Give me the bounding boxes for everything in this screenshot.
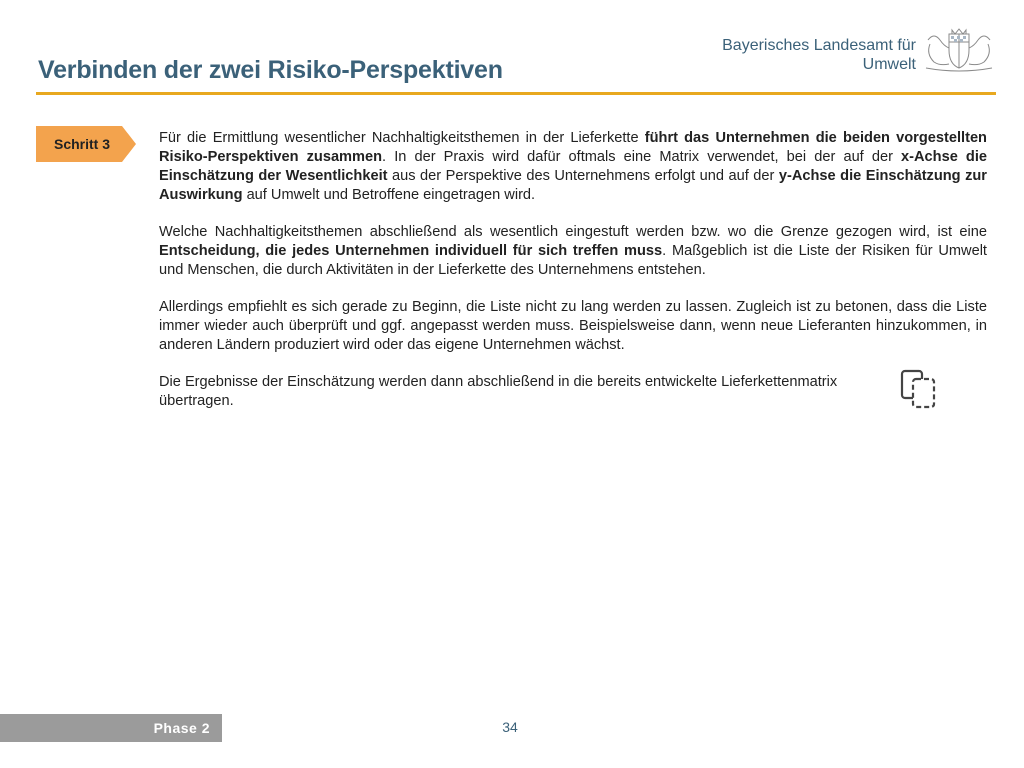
p2-bold-1: Entscheidung, die jedes Unternehmen individuell für sich treffen muss — [159, 243, 663, 259]
org-line-1: Bayerisches Landesamt für — [722, 37, 916, 54]
paragraph-1 — [159, 129, 987, 205]
p2-text-1: Welche Nachhaltigkeitsthemen abschließend als wesentlich eingestuft werden bzw. wo die Grenze gezogen wird, ist eine — [159, 224, 987, 240]
p1-text-4: auf Umwelt und Betroffene eingetragen wird. — [242, 187, 536, 203]
organization-name — [722, 36, 916, 74]
p4-text-2: übertragen. — [159, 393, 234, 409]
page-title: Verbinden der zwei Risiko-Perspektiven — [38, 56, 503, 84]
copy-document-icon[interactable] — [899, 368, 939, 410]
p1-text-2: . In der Praxis wird dafür oftmals eine Matrix verwendet, bei der auf der — [382, 149, 902, 165]
bavarian-coat-of-arms-icon — [922, 26, 996, 72]
header-rule — [36, 92, 996, 95]
paragraph-2 — [159, 223, 987, 280]
page-number: 34 — [502, 719, 518, 735]
p1-bold-2: x-Achse die Einschätzung der Wesentlichkeit — [159, 149, 987, 184]
main-text — [159, 129, 987, 429]
p1-bold-1: führt das Unternehmen die beiden vorgestellten Risiko-Perspektiven zusammen — [159, 130, 987, 165]
paragraph-4 — [159, 373, 987, 411]
p2-text-2: . Maßgeblich ist die Liste der Risiken für Umwelt und Menschen, die durch Aktivitäten in der Lieferkette des Unternehmens entstehen. — [159, 243, 987, 278]
p1-text-1: Für die Ermittlung wesentlicher Nachhaltigkeitsthemen in der Lieferkette — [159, 130, 645, 146]
org-line-2: Umwelt — [862, 56, 916, 73]
p4-text-1: Die Ergebnisse der Einschätzung werden dann abschließend in die bereits entwickelte Lieferkettenmatrix — [159, 374, 838, 390]
phase-label: Phase 2 — [0, 714, 222, 742]
step-label: Schritt 3 — [53, 136, 110, 152]
paragraph-3: Allerdings empfiehlt es sich gerade zu Beginn, die Liste nicht zu lang werden zu lassen. Zugleich ist zu betonen, dass die Liste immer wieder auch überprüft und ggf. angepasst werden muss. Beispielsweise dann, wenn neue Lieferanten hinzukommen, in anderen Ländern produziert wird oder das eigene Unternehmen wächst. — [159, 299, 987, 353]
p1-bold-3: y-Achse die Einschätzung zur Auswirkung — [159, 168, 987, 203]
step-badge — [36, 126, 136, 162]
p1-text-3: aus der Perspektive des Unternehmens erfolgt und auf der — [387, 168, 779, 184]
